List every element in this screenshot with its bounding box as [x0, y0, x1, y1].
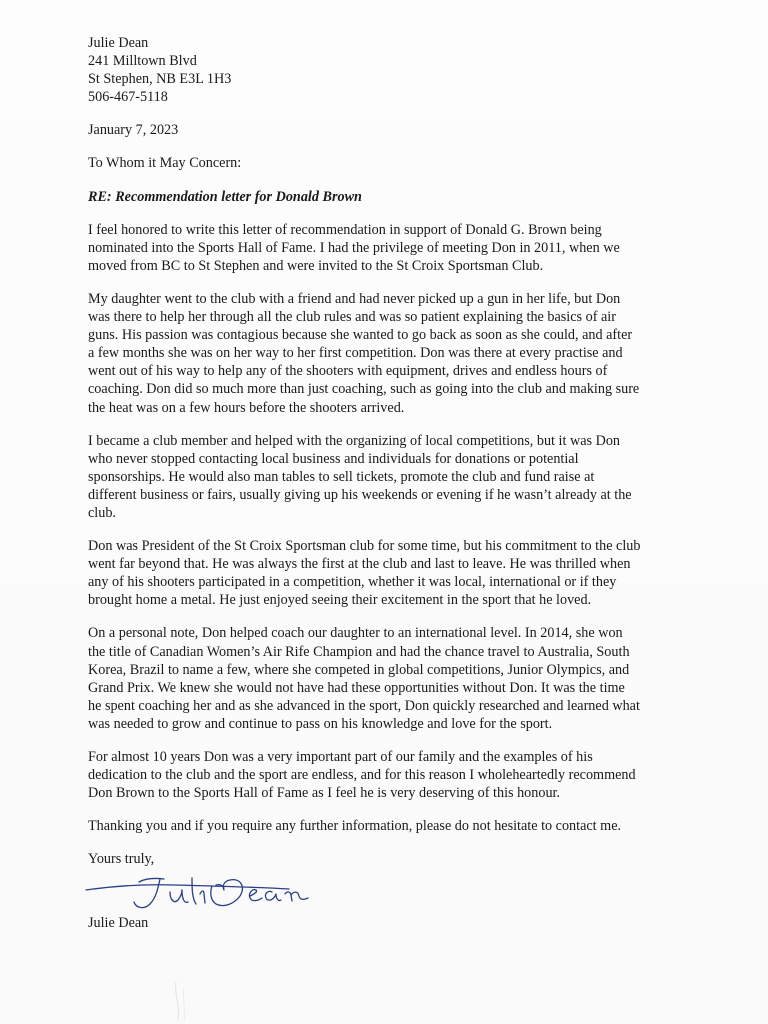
- paragraph-line: the heat was on a few hours before the shooters arrived.: [88, 399, 405, 416]
- paragraph-line: On a personal note, Don helped coach our daughter to an international level. In 2014, she won: [88, 625, 623, 642]
- paragraph-line: went out of his way to help any of the shooters with equipment, drives and endless hours of: [88, 363, 608, 380]
- paragraph-line: who never stopped contacting local business and individuals for donations or potential: [88, 450, 579, 467]
- paragraph-3: [88, 432, 728, 522]
- paragraph-line: Thanking you and if you require any further information, please do not hesitate to contact me.: [88, 818, 622, 835]
- paragraph-line: moved from BC to St Stephen and were invited to the St Croix Sportsman Club.: [88, 257, 544, 274]
- signature: [88, 868, 728, 914]
- sender-name: Julie Dean: [88, 35, 149, 51]
- paragraph-line: nominated into the Sports Hall of Fame. I had the privilege of meeting Don in 2011, when we: [88, 239, 620, 256]
- paragraph-1: [88, 221, 728, 275]
- paragraph-line: Korea, Brazil to name a few, where she competed in global competitions, Junior Olympics, and: [88, 661, 630, 678]
- paragraph-line: coaching. Don did so much more than just coaching, such as going into the club and making sure: [88, 381, 640, 398]
- paragraph-line: guns. His passion was contagious because she wanted to go back as soon as she could, and after: [88, 327, 633, 344]
- paragraph-5: [88, 624, 728, 733]
- closing: Yours truly,: [88, 851, 155, 868]
- paragraph-line: My daughter went to the club with a friend and had never picked up a gun in her life, but Don: [88, 290, 621, 307]
- subject-line: RE: Recommendation letter for Donald Brown: [88, 188, 362, 205]
- paragraph-2: [88, 290, 728, 417]
- letter-body: [88, 34, 728, 933]
- scan-artifact: [160, 978, 200, 1024]
- paragraph-line: different business or fairs, usually giving up his weekends or evening if he wasn’t already at the: [88, 486, 632, 503]
- salutation: To Whom it May Concern:: [88, 155, 242, 172]
- paragraph-line: a few months she was on her way to her first competition. Don was there at every practise and: [88, 345, 623, 362]
- paragraph-line: was needed to grow and continue to pass on his knowledge and love for the sport.: [88, 715, 553, 732]
- paragraph-line: I feel honored to write this letter of recommendation in support of Donald G. Brown being: [88, 221, 602, 238]
- paragraph-6: [88, 748, 728, 802]
- paragraph-line: For almost 10 years Don was a very important part of our family and the examples of his: [88, 749, 593, 765]
- paragraph-7: [88, 817, 728, 835]
- letter-date: January 7, 2023: [88, 122, 179, 139]
- paragraph-line: was there to help her through all the club rules and was so patient explaining the basics of air: [88, 309, 616, 326]
- paragraph-line: Don was President of the St Croix Sportsman club for some time, but his commitment to the club: [88, 538, 641, 555]
- paragraph-line: any of his shooters participated in a competition, whether it was local, international or if they: [88, 574, 617, 591]
- paragraph-line: sponsorships. He would also man tables to sell tickets, promote the club and fund raise at: [88, 468, 595, 485]
- signer-name: Julie Dean: [88, 915, 149, 932]
- paragraph-line: he spent coaching her and as she advanced in the sport, Don quickly researched and learned what: [88, 697, 640, 714]
- letter-paragraphs: [88, 221, 728, 836]
- paragraph-line: Don Brown to the Sports Hall of Fame as I feel he is very deserving of this honour.: [88, 785, 561, 802]
- sender-city: St Stephen, NB E3L 1H3: [88, 71, 232, 88]
- paragraph-line: club.: [88, 504, 116, 521]
- sender-address: [88, 34, 728, 106]
- sender-street: 241 Milltown Blvd: [88, 53, 197, 70]
- paragraph-line: the title of Canadian Women’s Air Rife Champion and had the chance travel to Australia, South: [88, 643, 630, 660]
- paragraph-line: I became a club member and helped with the organizing of local competitions, but it was Don: [88, 432, 621, 449]
- paragraph-4: [88, 537, 728, 609]
- paragraph-line: Grand Prix. We knew she would not have had these opportunities without Don. It was the time: [88, 679, 625, 696]
- paragraph-line: went far beyond that. He was always the first at the club and last to leave. He was thrilled when: [88, 556, 631, 573]
- paragraph-line: dedication to the club and the sport are endless, and for this reason I wholeheartedly recommend: [88, 767, 636, 784]
- signature-image: [84, 864, 384, 916]
- paragraph-line: brought home a metal. He just enjoyed seeing their excitement in the sport that he loved.: [88, 592, 592, 609]
- sender-phone: 506-467-5118: [88, 89, 168, 106]
